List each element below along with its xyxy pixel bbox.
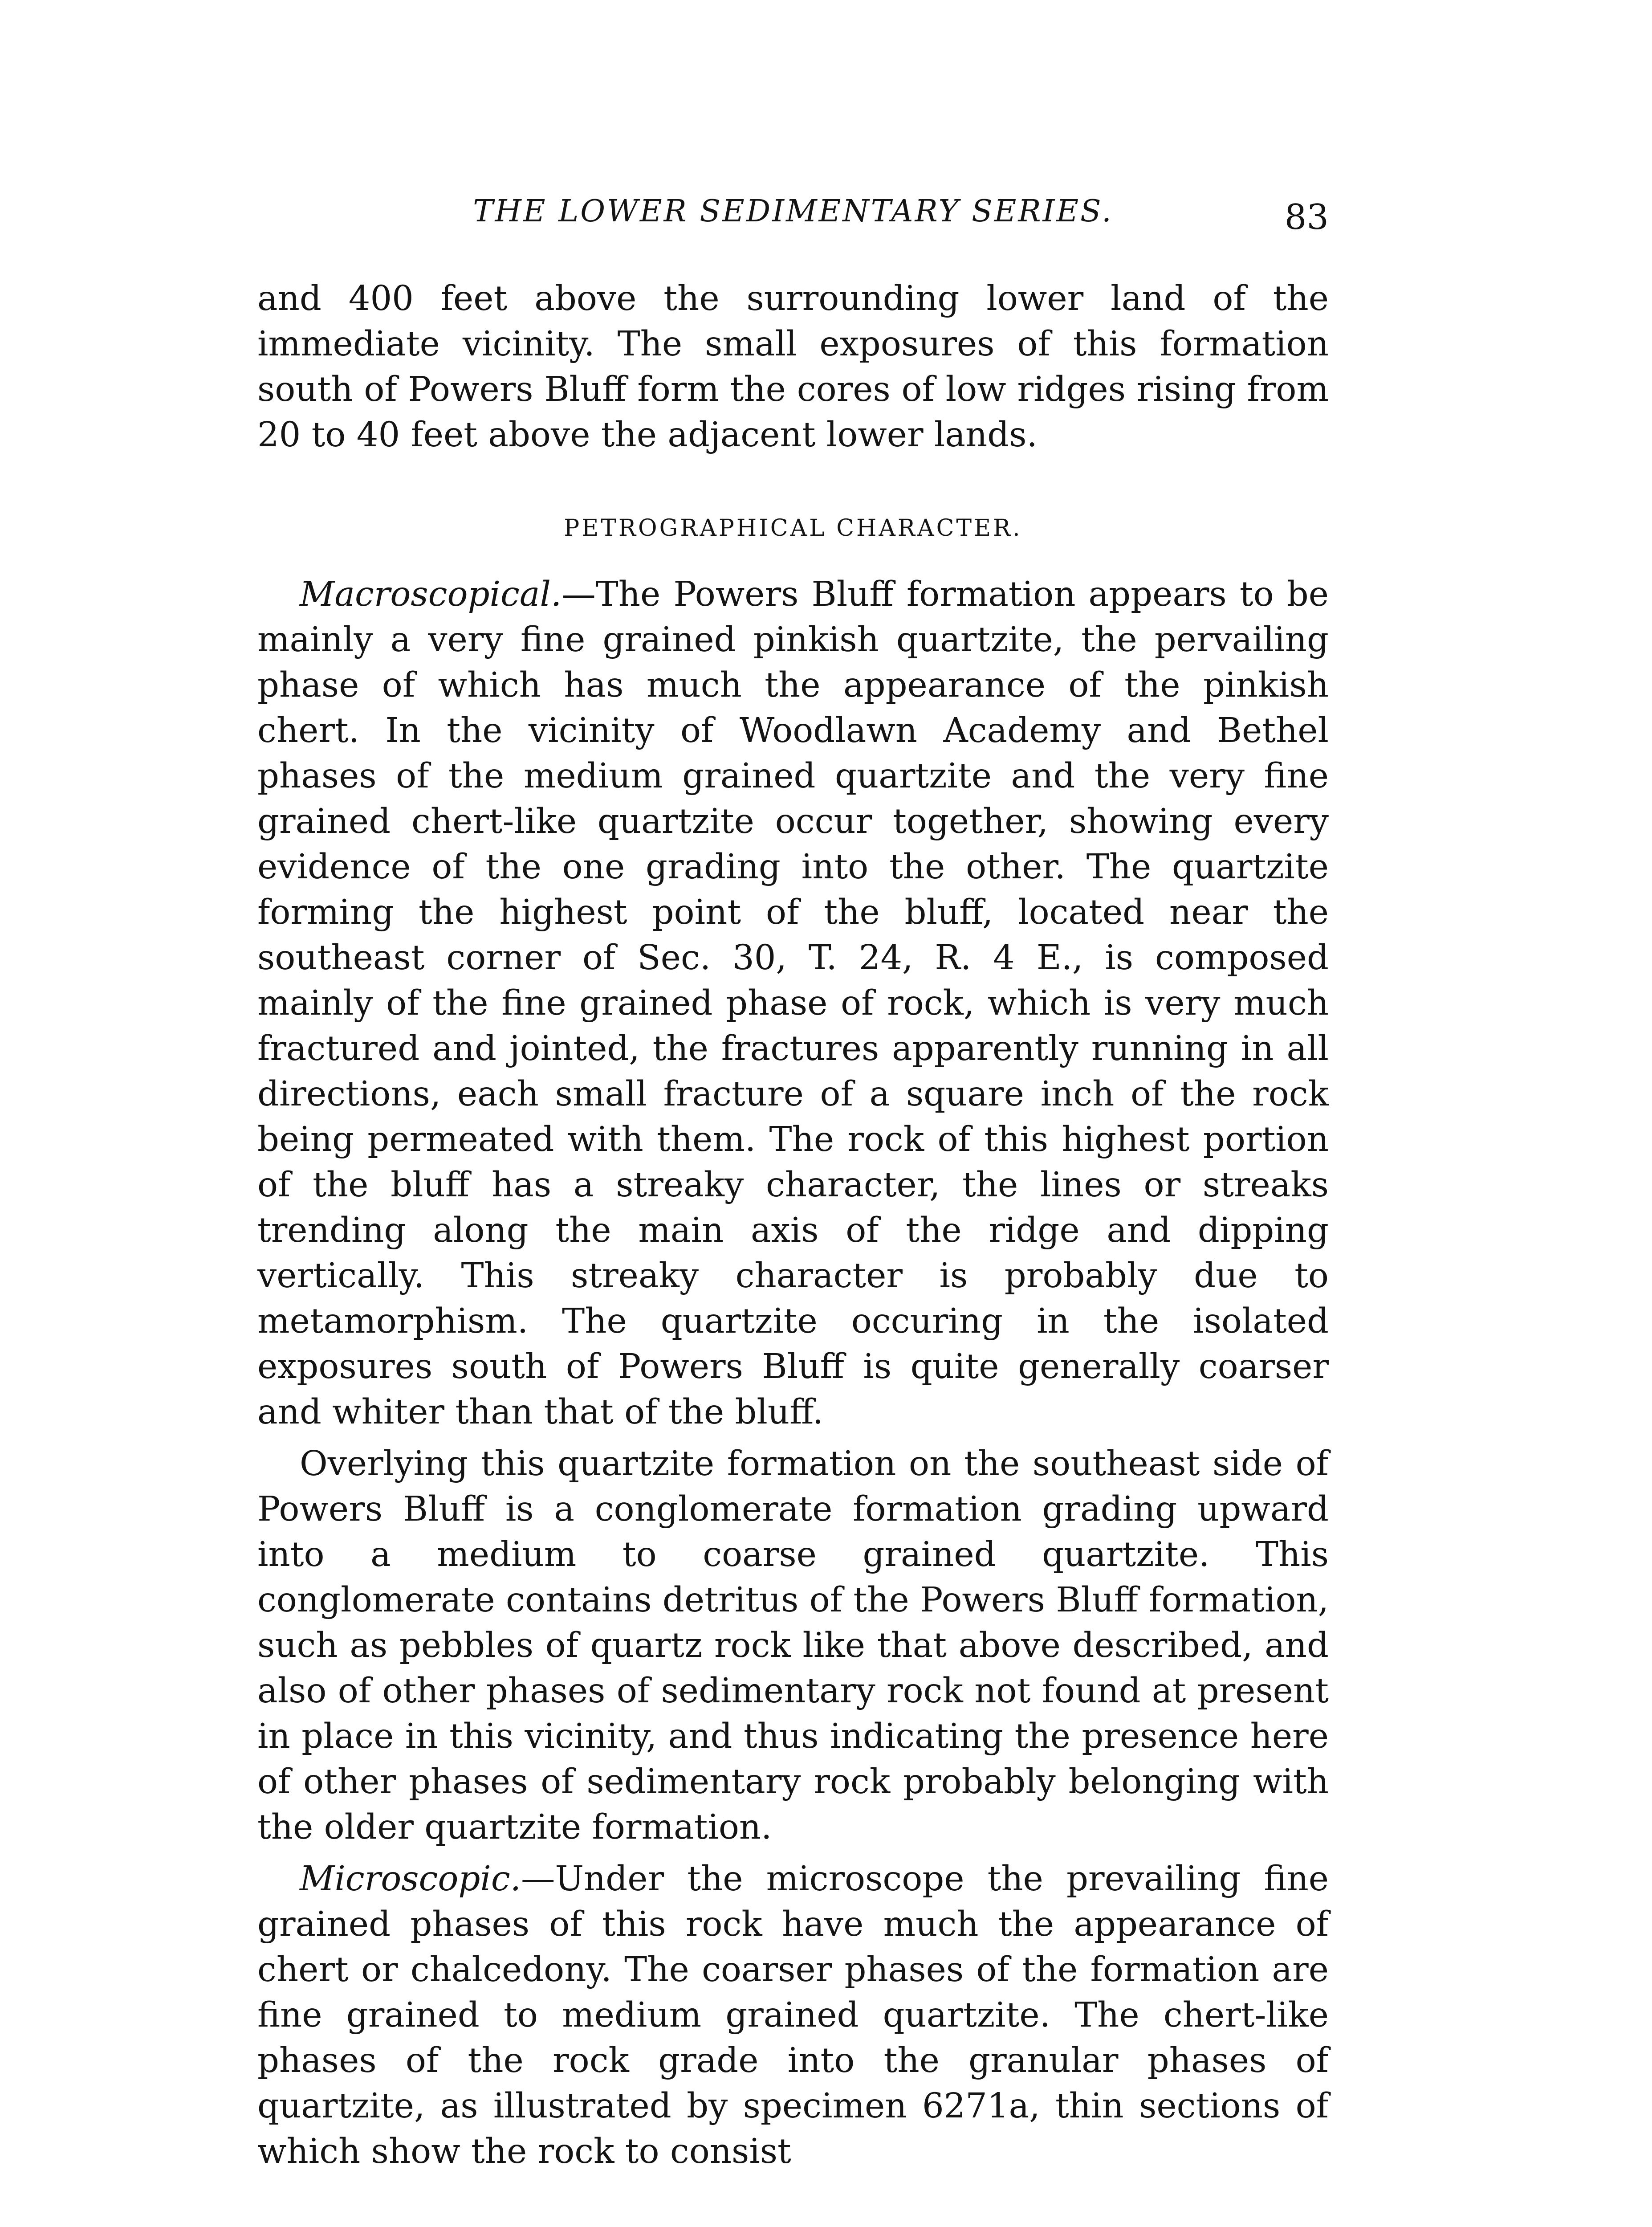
section-heading: PETROGRAPHICAL CHARACTER.: [564, 515, 1022, 542]
page-header: [257, 189, 1329, 247]
paragraph-text-microscopic: —Under the microscope the prevailing fine grained phases of this rock have much the appearance of chert or chalcedony. The coarser phases of the formation are fine grained to medium grained quartzite. The chert-like phases of the rock grade into the granular phases of quartzite, as illustrated by specimen 6271a, thin sections of which show the rock to consist: [257, 1859, 1329, 2171]
body-text: [257, 276, 1329, 2174]
paragraph-lead-microscopic: Microscopic.: [300, 1859, 521, 1899]
page-number: 83: [1284, 197, 1329, 237]
paragraph-macroscopical: [257, 572, 1329, 1435]
paragraph-microscopic: [257, 1856, 1329, 2174]
running-title: THE LOWER SEDIMENTARY SERIES.: [473, 194, 1113, 229]
paragraph-continued: and 400 feet above the surrounding lower land of the immediate vicinity. The small exposures of this formation south of Powers Bluff form the cores of low ridges rising from 20 to 40 feet above the adjacent lower lands.: [257, 279, 1329, 455]
paragraph-text-macroscopical: —The Powers Bluff formation appears to be mainly a very fine grained pinkish quartzite, the pervailing phase of which has much the appearance of the pinkish chert. In the vicinity of Woodlawn Academy and Bethel phases of the medium grained quartzite and the very fine grained chert-like quartzite occur together, showing every evidence of the one grading into the other. The quartzite forming the highest point of the bluff, located near the southeast corner of Sec. 30, T. 24, R. 4 E., is composed mainly of the fine grained phase of rock, which is very much fractured and jointed, the fractures apparently running in all directions, each small fracture of a square inch of the rock being permeated with them. The rock of this highest portion of the bluff has a streaky character, the lines or streaks trending along the main axis of the ridge and dipping vertically. This streaky character is probably due to metamorphism. The quartzite occuring in the isolated exposures south of Powers Bluff is quite generally coarser and whiter than that of the bluff.: [257, 575, 1329, 1432]
paragraph-lead-macroscopical: Macroscopical.: [300, 575, 562, 614]
paragraph-overlying: Overlying this quartzite formation on the southeast side of Powers Bluff is a conglomerate formation grading upward into a medium to coarse grained quartzite. This conglomerate contains detritus of the Powers Bluff formation, such as pebbles of quartz rock like that above described, and also of other phases of sedimentary rock not found at present in place in this vicinity, and thus indicating the presence here of other phases of sedimentary rock probably belonging with the older quartzite formation.: [257, 1444, 1329, 1847]
